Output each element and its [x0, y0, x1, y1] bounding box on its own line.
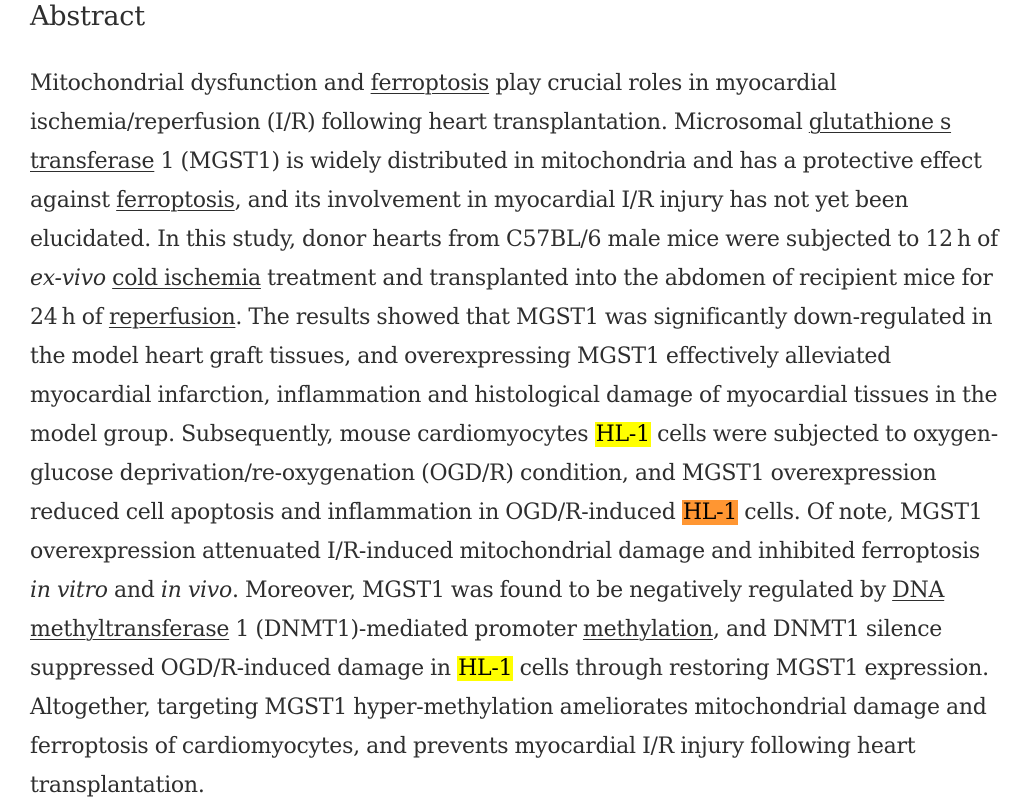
term-link-reperfusion[interactable]: reperfusion	[108, 305, 236, 330]
text-run: , and DNMT1 silence	[712, 617, 943, 642]
search-highlight-current-hl-1[interactable]: HL-1	[682, 500, 738, 525]
abstract-line	[30, 415, 1015, 454]
abstract-line	[30, 259, 1015, 298]
abstract-line	[30, 64, 1015, 103]
text-run: cells through restoring MGST1 expression.	[513, 656, 989, 681]
text-run: transplantation.	[30, 773, 205, 798]
term-link-glutathione-s-transferase[interactable]: glutathione s	[808, 110, 952, 135]
text-run: and	[107, 578, 161, 603]
text-run: elucidated. In this study, donor hearts from C57BL/6 male mice were subjected to 12 h of	[30, 227, 999, 252]
abstract-line	[30, 454, 1015, 493]
term-link-methylation[interactable]: methylation	[582, 617, 713, 642]
text-run: suppressed OGD/R-induced damage in	[30, 656, 458, 681]
text-run: play crucial roles in myocardial	[489, 71, 837, 96]
text-run: myocardial infarction, inflammation and histological damage of myocardial tissues in the	[30, 383, 998, 408]
text-run: overexpression attenuated I/R-induced mitochondrial damage and inhibited ferroptosis	[30, 539, 980, 564]
text-run: , and its involvement in myocardial I/R injury has not yet been	[234, 188, 909, 213]
abstract-line	[30, 532, 1015, 571]
text-run: ischemia/reperfusion (I/R) following heart transplantation. Microsomal	[30, 110, 809, 135]
abstract-line	[30, 298, 1015, 337]
text-run: glucose deprivation/re-oxygenation (OGD/R) condition, and MGST1 overexpression	[30, 461, 937, 486]
abstract-line	[30, 571, 1015, 610]
abstract-line	[30, 610, 1015, 649]
text-run: model group. Subsequently, mouse cardiomyocytes	[30, 422, 595, 447]
abstract-line	[30, 181, 1015, 220]
term-link-dna-methyltransferase[interactable]: methyltransferase	[30, 617, 230, 642]
abstract-line	[30, 220, 1015, 259]
abstract-line	[30, 376, 1015, 415]
italic-text: in vivo	[160, 578, 232, 603]
text-run: 1 (MGST1) is widely distributed in mitochondria and has a protective effect	[154, 149, 982, 174]
text-run: Mitochondrial dysfunction and	[30, 71, 371, 96]
abstract-line	[30, 688, 1015, 727]
term-link-dna-methyltransferase[interactable]: DNA	[892, 578, 945, 603]
text-run: 1 (DNMT1)-mediated promoter	[229, 617, 583, 642]
text-run: treatment and transplanted into the abdomen of recipient mice for	[260, 266, 993, 291]
term-link-ferroptosis[interactable]: ferroptosis	[370, 71, 490, 96]
search-highlight-hl-1[interactable]: HL-1	[595, 422, 650, 447]
text-run: cells were subjected to oxygen-	[650, 422, 998, 447]
term-link-cold-ischemia[interactable]: cold ischemia	[112, 266, 261, 291]
abstract-line	[30, 103, 1015, 142]
italic-text: ex-vivo	[30, 266, 106, 291]
abstract-line	[30, 727, 1015, 766]
text-run: the model heart graft tissues, and overexpressing MGST1 effectively alleviated	[30, 344, 892, 369]
search-highlight-hl-1[interactable]: HL-1	[458, 656, 513, 681]
abstract-line	[30, 649, 1015, 688]
abstract-line	[30, 766, 1015, 805]
text-run: cells. Of note, MGST1	[738, 500, 983, 525]
text-run: ferroptosis of cardiomyocytes, and prevents myocardial I/R injury following heart	[30, 734, 916, 759]
abstract-line	[30, 142, 1015, 181]
italic-text: in vitro	[30, 578, 108, 603]
abstract-paragraph	[30, 64, 1015, 805]
text-run: reduced cell apoptosis and inflammation in OGD/R-induced	[30, 500, 682, 525]
abstract-line	[30, 493, 1015, 532]
text-run: . The results showed that MGST1 was significantly down-regulated in	[235, 305, 993, 330]
text-run: . Moreover, MGST1 was found to be negatively regulated by	[231, 578, 893, 603]
term-link-glutathione-s-transferase[interactable]: transferase	[30, 149, 155, 174]
text-run: 24 h of	[30, 305, 109, 330]
term-link-ferroptosis[interactable]: ferroptosis	[116, 188, 235, 213]
abstract-heading: Abstract	[30, 1, 145, 32]
abstract-section	[30, 0, 1015, 798]
abstract-line	[30, 337, 1015, 376]
text-run: against	[30, 188, 117, 213]
text-run: Altogether, targeting MGST1 hyper-methylation ameliorates mitochondrial damage and	[30, 695, 987, 720]
